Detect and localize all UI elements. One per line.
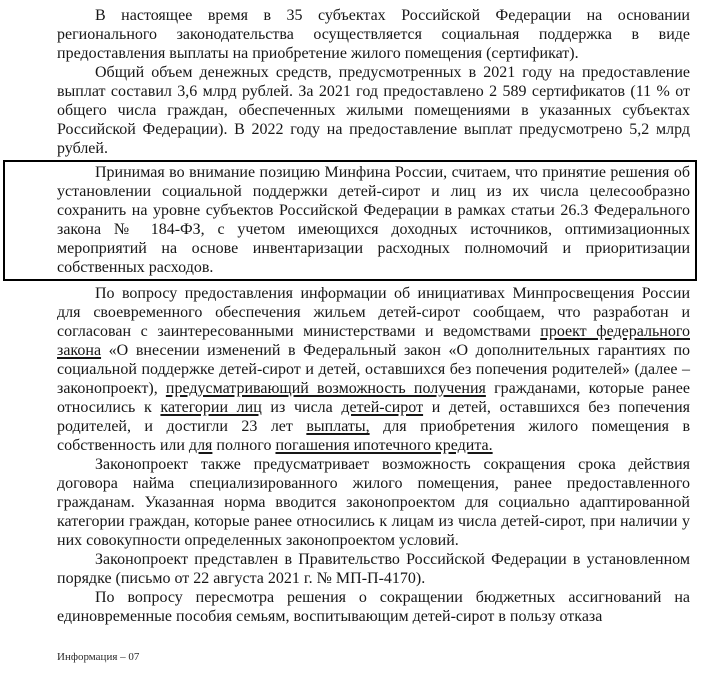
underlined-text: категории лиц: [160, 399, 262, 416]
text-segment: для приобретения жилого помещения в собственность или: [57, 418, 690, 454]
document-body: [57, 6, 690, 626]
underlined-text: детей-сирот: [341, 399, 424, 416]
underlined-text: выплаты,: [306, 418, 370, 435]
footer-note: Информация – 07: [57, 651, 140, 663]
text-segment: гражданами, которые ранее относились к: [57, 380, 691, 416]
text-segment: «О внесении изменений в Федеральный закон «О дополнительных гарантиях по социальной поддержке детей-сирот и детей, оставшихся без попечения родителей» (далее – законопроект),: [57, 342, 690, 397]
text-segment: По вопросу пересмотра решения о сокращении бюджетных ассигнований на единовременные пособия семьям, воспитывающим детей-сирот в пользу отказа: [57, 589, 690, 625]
text-segment: Законопроект представлен в Правительство Российской Федерации в установленном порядке (письмо от 22 августа 2021 г. № МП-П-4170).: [57, 551, 690, 587]
paragraph: [57, 6, 690, 63]
text-segment: Законопроект также предусматривает возможность сокращения срока действия договора найма специализированного жилого помещения, ранее предоставленного гражданам. Указанная норма вводится законопроектом для социально адаптированной категории граждан, которые ранее относились к лицам из числа детей-сирот, при наличии у них совокупности определенных законопроектом условий.: [57, 456, 690, 549]
underlined-text: проект федерального закона: [57, 323, 690, 359]
paragraph: [57, 63, 690, 158]
underlined-text: погашения ипотечного кредита.: [275, 437, 493, 454]
text-segment: из числа: [261, 399, 342, 416]
text-segment: полного: [212, 437, 276, 454]
text-segment: и детей, оставшихся без попечения родителей, и достигли 23 лет: [57, 399, 690, 435]
text-segment: В настоящее время в 35 субъектах Российской Федерации на основании регионального законодательства осуществляется социальная поддержка в виде предоставления выплаты на приобретение жилого помещения (сертификат).: [57, 7, 690, 62]
paragraph: [57, 284, 690, 455]
text-segment: Принимая во внимание позицию Минфина России, считаем, что принятие решения об установлении социальной поддержки детей-сирот и лиц из их числа целесообразно сохранить на уровне субъектов Российской Федерации в рамках статьи 26.3 Федерального закона № 184-ФЗ, с учетом имеющихся доходных источников, оптимизационных мероприятий на основе инвентаризации расходных полномочий и приоритизации собственных расходов.: [57, 164, 690, 276]
boxed-paragraph: [3, 160, 697, 281]
underlined-text: для: [188, 437, 213, 454]
text-segment: По вопросу предоставления информации об инициативах Минпросвещения России для своевременного обеспечения жильем детей-сирот сообщаем, что разработан и согласован с заинтересованными министерствами и ведомствами: [57, 285, 690, 340]
paragraph: [57, 588, 690, 626]
underlined-text: предусматривающий возможность получения: [165, 380, 486, 397]
paragraph: [57, 455, 690, 550]
paragraph: [57, 550, 690, 588]
text-segment: Общий объем денежных средств, предусмотренных в 2021 году на предоставление выплат составил 3,6 млрд рублей. За 2021 год предоставлено 2 589 сертификатов (11 % от общего числа граждан, обеспеченных жилыми помещениями в указанных субъектах Российской Федерации). В 2022 году на предоставление выплат предусмотрено 5,2 млрд рублей.: [57, 64, 690, 157]
